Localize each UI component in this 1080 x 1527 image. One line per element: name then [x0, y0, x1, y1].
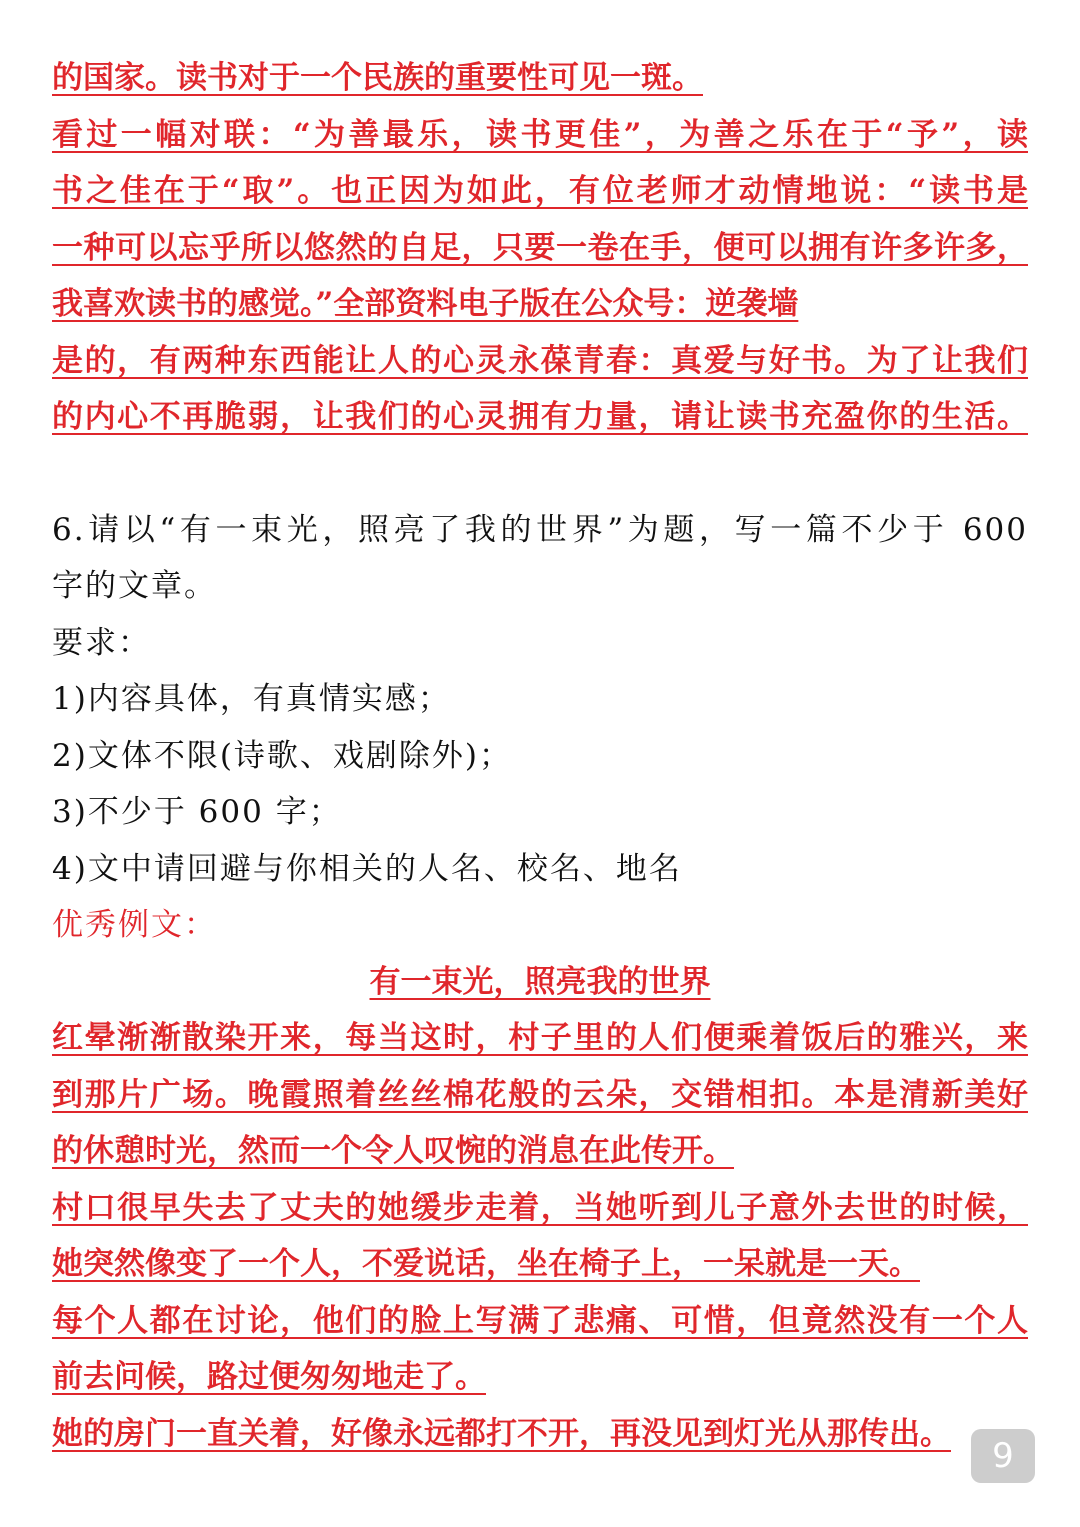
model-essay-title: 有一束光，照亮我的世界 — [369, 963, 711, 1000]
prompt-line: 字的文章。 — [52, 568, 217, 604]
essay-line: 的休憩时光，然而一个令人叹惋的消息在此传开。 — [52, 1133, 734, 1169]
requirement-item: 4)文中请回避与你相关的人名、校名、地名 — [52, 850, 682, 887]
essay-line: 书之佳在于“取”。也正因为如此，有位老师才动情地说：“读书是 — [52, 173, 1028, 209]
prompt-line: 6.请以“有一束光，照亮了我的世界”为题，写一篇不少于 600 — [52, 511, 1028, 548]
essay-line: 一种可以忘乎所以悠然的自足，只要一卷在手，便可以拥有许多许多， — [52, 229, 1028, 266]
model-essay-section — [52, 897, 1028, 1462]
requirements-label: 要求： — [52, 624, 151, 661]
essay-line: 的内心不再脆弱，让我们的心灵拥有力量，请让读书充盈你的生活。 — [52, 399, 1028, 435]
page-number-badge: 9 — [971, 1429, 1035, 1483]
essay-line: 到那片广场。晚霞照着丝丝棉花般的云朵，交错相扣。本是清新美好 — [52, 1076, 1028, 1113]
document-page — [52, 50, 1028, 1462]
essay-line: 她的房门一直关着，好像永远都打不开，再没见到灯光从那传出。 — [52, 1415, 951, 1452]
section-spacer — [52, 446, 1028, 502]
essay-line: 村口很早失去了丈夫的她缓步走着，当她听到儿子意外去世的时候， — [52, 1189, 1028, 1226]
essay-line: 我喜欢读书的感觉。”全部资料电子版在公众号：逆袭墙 — [52, 286, 799, 322]
essay-line: 是的，有两种东西能让人的心灵永葆青春：真爱与好书。为了让我们 — [52, 342, 1028, 379]
requirement-item: 1)内容具体，有真情实感； — [52, 681, 451, 717]
writing-prompt-section — [52, 502, 1028, 898]
requirement-item: 3)不少于 600 字； — [52, 794, 342, 830]
essay-line: 每个人都在讨论，他们的脸上写满了悲痛、可惜，但竟然没有一个人 — [52, 1302, 1028, 1339]
essay-line: 红晕渐渐散染开来，每当这时，村子里的人们便乘着饭后的雅兴，来 — [52, 1020, 1028, 1056]
model-essay-label: 优秀例文： — [52, 907, 217, 943]
essay-line: 前去问候，路过便匆匆地走了。 — [52, 1359, 486, 1395]
previous-essay-section — [52, 50, 1028, 446]
essay-line: 看过一幅对联：“为善最乐，读书更佳”，为善之乐在于“予”，读 — [52, 116, 1028, 153]
requirement-item: 2)文体不限(诗歌、戏剧除外)； — [52, 737, 513, 774]
essay-line: 的国家。读书对于一个民族的重要性可见一斑。 — [52, 60, 703, 96]
essay-line: 她突然像变了一个人，不爱说话，坐在椅子上，一呆就是一天。 — [52, 1246, 920, 1282]
